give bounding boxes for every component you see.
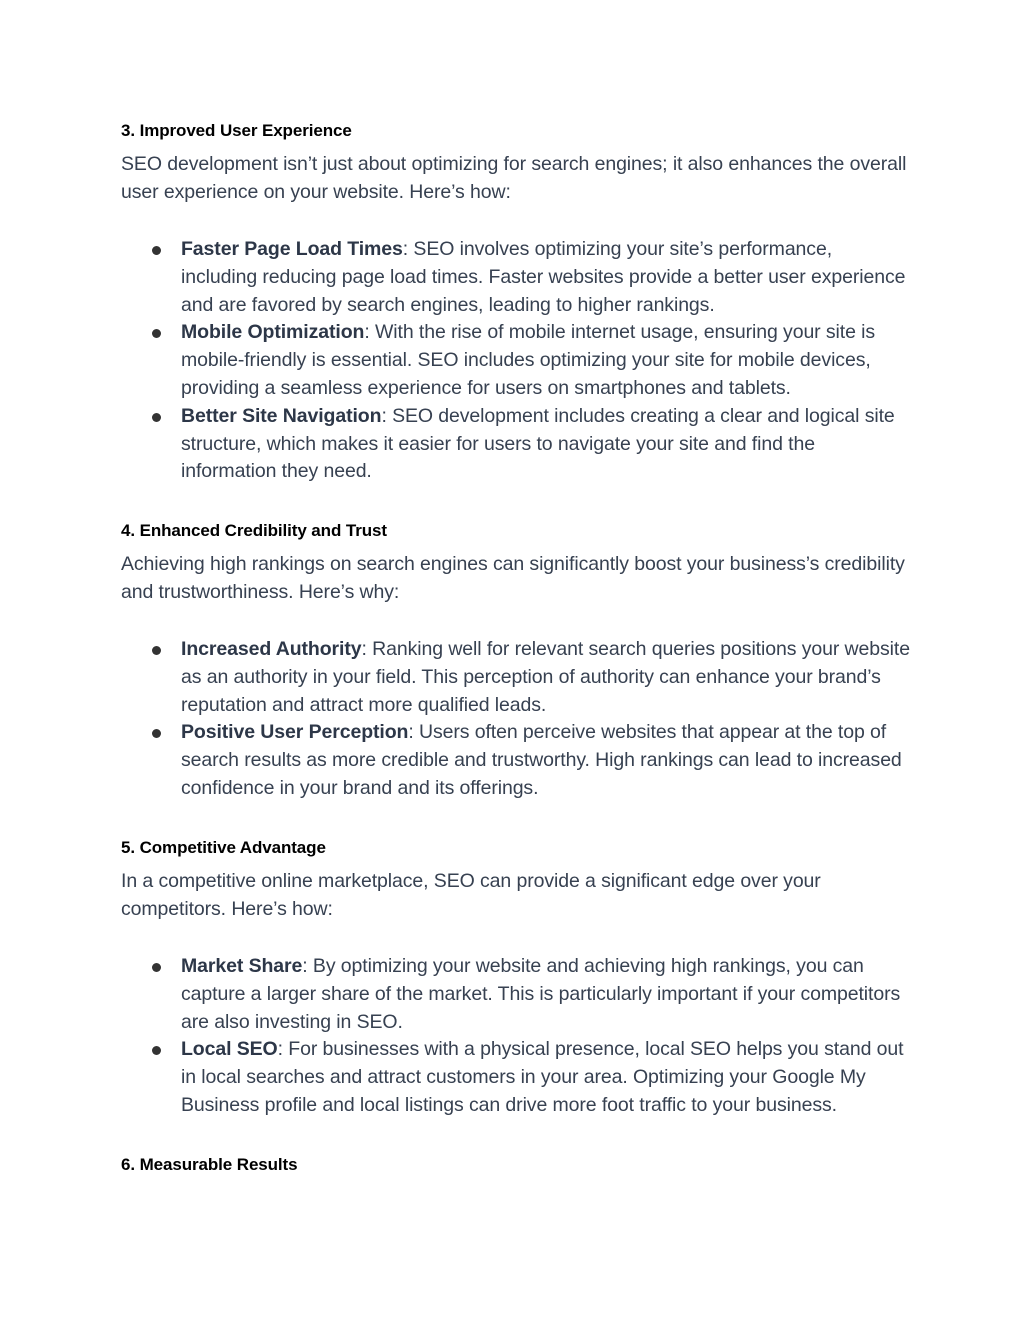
bullet-term: Positive User Perception (181, 721, 409, 744)
bullet-icon (152, 246, 161, 255)
bullet-icon (152, 646, 161, 655)
section-competitive-advantage (121, 837, 911, 1120)
bullet-list (121, 236, 911, 486)
section-intro: In a competitive online marketplace, SEO can provide a significant edge over your competitors. Here’s how: (121, 870, 821, 920)
bullet-term: Local SEO (181, 1038, 278, 1061)
bullet-text: : By optimizing your website and achieving high rankings, you can capture a larger share of the market. This is particularly important if your competitors are also investing in SEO. (181, 955, 901, 1033)
section-heading: 6. Measurable Results (121, 1155, 298, 1174)
list-item (121, 719, 911, 802)
list-item (121, 236, 911, 319)
list-item (121, 953, 911, 1036)
bullet-icon (152, 413, 161, 422)
section-improved-user-experience (121, 120, 911, 486)
list-item (121, 1036, 911, 1119)
section-intro: Achieving high rankings on search engines can significantly boost your business’s credibility and trustworthiness. Here’s why: (121, 553, 905, 603)
bullet-term: Increased Authority (181, 638, 362, 660)
section-heading: 3. Improved User Experience (121, 121, 352, 140)
bullet-text: : SEO development includes creating a clear and logical site structure, which makes it easier for users to navigate your site and find the information they need. (181, 404, 895, 483)
bullet-text: : SEO involves optimizing your site’s performance, including reducing page load times. Faster websites provide a better user experience and are favored by search engines, leading to higher rankings. (181, 238, 906, 316)
section-heading: 5. Competitive Advantage (121, 838, 326, 857)
bullet-list (121, 953, 911, 1120)
bullet-icon (152, 963, 161, 972)
bullet-term: Mobile Optimization (181, 321, 365, 344)
bullet-icon (152, 729, 161, 738)
section-heading: 4. Enhanced Credibility and Trust (121, 521, 387, 540)
bullet-text: : For businesses with a physical presence, local SEO helps you stand out in local searches and attract customers in your area. Optimizing your Google My Business profile and local listings can drive more foot traffic to your business. (181, 1038, 904, 1116)
list-item (121, 403, 911, 486)
bullet-text: : With the rise of mobile internet usage, ensuring your site is mobile-friendly is essential. SEO includes optimizing your site for mobile devices, providing a seamless experience for users on smartphones and tablets. (181, 321, 876, 399)
bullet-term: Faster Page Load Times (181, 238, 403, 260)
section-measurable-results (121, 1154, 911, 1176)
bullet-icon (152, 1046, 161, 1055)
section-intro: SEO development isn’t just about optimizing for search engines; it also enhances the overall user experience on your website. Here’s how: (121, 153, 907, 203)
section-enhanced-credibility (121, 520, 911, 803)
list-item (121, 319, 911, 402)
list-item (121, 636, 911, 719)
bullet-term: Better Site Navigation (181, 404, 382, 427)
bullet-list (121, 636, 911, 803)
bullet-term: Market Share (181, 955, 303, 977)
bullet-icon (152, 329, 161, 338)
bullet-text: : Users often perceive websites that appear at the top of search results as more credible and trustworthy. High rankings can lead to increased confidence in your brand and its offerings. (181, 721, 902, 799)
bullet-text: : Ranking well for relevant search queries positions your website as an authority in your field. This perception of authority can enhance your brand’s reputation and attract more qualified leads. (181, 638, 910, 716)
